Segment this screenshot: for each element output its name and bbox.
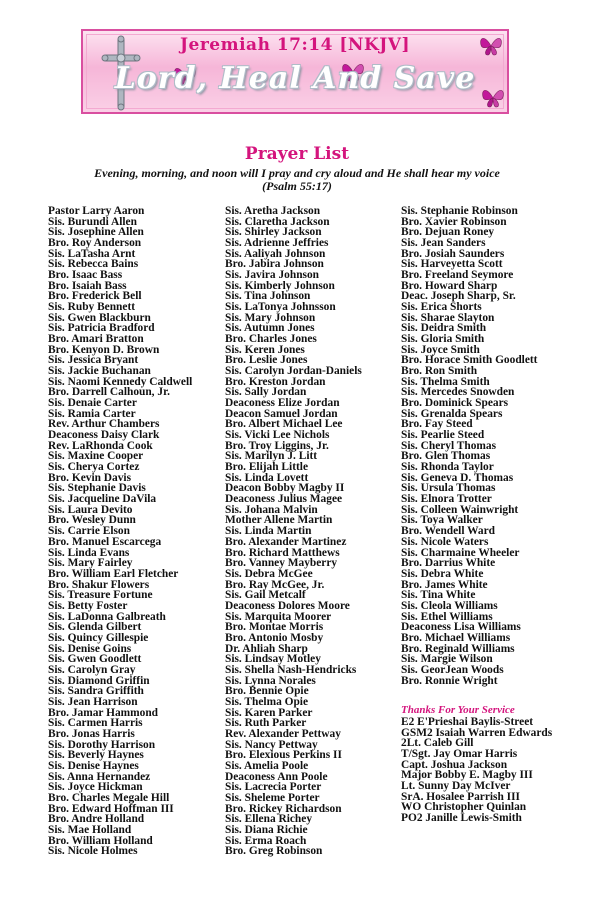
list-item: Bro. Kreston Jordan <box>225 375 326 388</box>
list-item: Sis. Jean Harrison <box>48 695 138 708</box>
list-item: Bro. Xavier Robinson <box>401 215 507 228</box>
list-item: Sis. Claretha Jackson <box>225 215 330 228</box>
list-item: Bro. Ron Smith <box>401 365 478 378</box>
list-item: Sis. Mercedes Snowden <box>401 386 515 399</box>
list-item: GSM2 Isaiah Warren Edwards <box>401 726 553 739</box>
list-item: Deac. Joseph Sharp, Sr. <box>401 290 516 303</box>
list-item: Sis. Gwen Goodlett <box>48 653 142 666</box>
list-item: Bro. William Holland <box>48 834 153 847</box>
list-item: Sis. Shirley Jackson <box>225 226 322 239</box>
list-item: Sis. Margie Wilson <box>401 653 493 666</box>
list-item: Sis. Linda Martin <box>225 525 312 538</box>
page-title: Prayer List <box>244 144 350 164</box>
list-item: Bro. Fay Steed <box>401 418 473 431</box>
list-item: Bro. Jonas Harris <box>48 727 135 740</box>
list-item: Bro. Vanney Mayberry <box>225 557 338 570</box>
list-item: Deaconess Lisa Williams <box>401 621 521 634</box>
list-item: Sis. LaTasha Arnt <box>48 247 136 260</box>
list-item: Deaconess Elize Jordan <box>225 397 340 410</box>
list-item: Sis. Adrienne Jeffries <box>225 237 329 250</box>
list-item: Bro. Frederick Bell <box>48 290 142 303</box>
list-item: Sis. Thelma Smith <box>401 375 490 388</box>
list-item: Sis. Denise Haynes <box>48 759 139 772</box>
list-item: Sis. Sandra Griffith <box>48 685 144 698</box>
list-item: Bro. Albert Michael Lee <box>225 418 343 431</box>
list-item: Sis. Elnora Trotter <box>401 493 492 506</box>
list-item: Bro. Troy Liggins, Jr. <box>225 439 329 452</box>
list-item: Sis. Dorothy Harrison <box>48 738 156 751</box>
list-item: PO2 Janille Lewis-Smith <box>401 812 522 825</box>
list-item: Bro. Glen Thomas <box>401 450 491 463</box>
list-item: Rev. Arthur Chambers <box>48 418 160 431</box>
list-item: Sis. Anna Hernandez <box>48 770 151 783</box>
list-item: Bro. Isaiah Bass <box>48 279 127 292</box>
list-item: Sis. Sheleme Porter <box>225 791 320 804</box>
list-item: Sis. Erica Shorts <box>401 301 482 314</box>
list-item: Sis. Ruby Bennett <box>48 301 136 314</box>
list-item: Sis. Carrie Elson <box>48 525 130 538</box>
list-item: Bro. James White <box>401 578 488 591</box>
list-item: Sis. Carolyn Jordan-Daniels <box>225 365 362 378</box>
verse-text: Evening, morning, and noon will I pray and cry aloud and He shall hear my voice <box>94 166 500 180</box>
list-item: Sis. Lindsay Motley <box>225 653 321 666</box>
header-banner <box>81 29 509 114</box>
list-item: Sis. Rebecca Bains <box>48 258 139 271</box>
list-item: Bro. Josiah Saunders <box>401 247 505 260</box>
list-item: Sis. Treasure Fortune <box>48 589 153 602</box>
list-item: Sis. Sharae Slayton <box>401 311 495 324</box>
list-item: Sis. Grenalda Spears <box>401 407 503 420</box>
banner-motto: Lord, Heal And Save <box>114 61 476 96</box>
list-item: Sis. Jacqueline DaVila <box>48 493 157 506</box>
list-item: Sis. Cherya Cortez <box>48 461 140 474</box>
list-item: Sis. Pearlie Steed <box>401 429 485 442</box>
list-item: Bro. Ray McGee, Jr. <box>225 578 325 591</box>
list-item: Sis. Debra White <box>401 567 484 580</box>
list-item: Sis. Joyce Hickman <box>48 781 143 794</box>
list-item: Sis. Josephine Allen <box>48 226 144 239</box>
list-item: Bro. Kenyon D. Brown <box>48 343 160 356</box>
list-item: Sis. Shella Nash-Hendricks <box>225 663 357 676</box>
list-item: Sis. Thelma Opie <box>225 695 309 708</box>
list-item: Sis. Cleola Williams <box>401 599 498 612</box>
list-item: Rev. Alexander Pettway <box>225 727 341 740</box>
list-item: Sis. Marquita Moorer <box>225 610 332 623</box>
list-item: Deaconess Ann Poole <box>225 770 328 783</box>
list-item: Sis. Keren Jones <box>225 343 305 356</box>
list-item: Rev. LaRhonda Cook <box>48 439 153 452</box>
list-item: Deaconess Daisy Clark <box>48 429 160 442</box>
list-item: Sis. Geneva D. Thomas <box>401 471 514 484</box>
list-item: Sis. Debra McGee <box>225 567 313 580</box>
list-item: Capt. Joshua Jackson <box>401 758 508 771</box>
list-item: Sis. Burundi Allen <box>48 215 137 228</box>
list-item: Bro. Roy Anderson <box>48 237 142 250</box>
list-item: Deacon Samuel Jordan <box>225 407 338 420</box>
list-item: Sis. Jackie Buchanan <box>48 365 151 378</box>
list-item: Sis. Patricia Bradford <box>48 322 155 335</box>
list-item: Bro. William Earl Fletcher <box>48 567 179 580</box>
list-item: Bro. Edward Hoffman III <box>48 802 174 815</box>
list-item: Sis. Glenda Gilbert <box>48 621 142 634</box>
list-item: Sis. Gwen Blackburn <box>48 311 151 324</box>
list-item: Sis. Gail Metcalf <box>225 589 306 602</box>
list-item: Sis. Sally Jordan <box>225 386 307 399</box>
list-item: Bro. Jabira Johnson <box>225 258 324 271</box>
list-item: Sis. Colleen Wainwright <box>401 503 519 516</box>
list-item: WO Christopher Quinlan <box>401 801 527 814</box>
list-item: Sis. Denise Goins <box>48 642 132 655</box>
list-item: Sis. Quincy Gillespie <box>48 631 149 644</box>
list-item: Bro. Greg Robinson <box>225 845 323 858</box>
names-column-3 <box>401 206 537 686</box>
list-item: Sis. Johana Malvin <box>225 503 318 516</box>
list-item: Sis. Carolyn Gray <box>48 663 136 676</box>
names-column-2 <box>225 206 362 857</box>
names-column-1 <box>48 206 192 857</box>
list-item: Bro. Leslie Jones <box>225 354 308 367</box>
list-item: Sis. Cheryl Thomas <box>401 439 497 452</box>
list-item: Sis. Laura Devito <box>48 503 133 516</box>
list-item: Sis. Gloria Smith <box>401 333 485 346</box>
list-item: Sis. Rhonda Taylor <box>401 461 494 474</box>
list-item: Sis. Javira Johnson <box>225 269 320 282</box>
list-item: Major Bobby E. Magby III <box>401 769 533 782</box>
list-item: Bro. Antonio Mosby <box>225 631 324 644</box>
list-item: Sis. Beverly Haynes <box>48 749 144 762</box>
list-item: Sis. Amelia Poole <box>225 759 309 772</box>
list-item: Sis. LaTonya Johnsson <box>225 301 336 314</box>
list-item: Sis. LaDonna Galbreath <box>48 610 166 623</box>
list-item: Bro. Wendell Ward <box>401 525 495 538</box>
list-item: Lt. Sunny Day McIver <box>401 780 511 793</box>
list-item: Bro. Shakur Flowers <box>48 578 150 591</box>
list-item: Sis. Nicole Holmes <box>48 845 138 858</box>
list-item: Sis. Joyce Smith <box>401 343 480 356</box>
list-item: Bro. Reginald Williams <box>401 642 515 655</box>
list-item: Bro. Amari Bratton <box>48 333 144 346</box>
scripture-reference: Jeremiah 17:14 [NKJV] <box>179 35 410 55</box>
list-item: Sis. Linda Lovett <box>225 471 309 484</box>
list-item: Sis. Marilyn J. Litt <box>225 450 318 463</box>
list-item: Sis. Ethel Williams <box>401 610 493 623</box>
list-item: Bro. Alexander Martinez <box>225 535 347 548</box>
list-item: Sis. Jessica Bryant <box>48 354 139 367</box>
list-item: Sis. Vicki Lee Nichols <box>225 429 330 442</box>
list-item: Bro. Elijah Little <box>225 461 309 474</box>
list-item: SrA. Hosalee Parrish III <box>401 790 520 803</box>
list-item: Sis. Ursula Thomas <box>401 482 496 495</box>
list-item: Bro. Darrell Calhoun, Jr. <box>48 386 170 399</box>
list-item: Mother Allene Martin <box>225 514 333 527</box>
list-item: Sis. Aaliyah Johnson <box>225 247 326 260</box>
list-item: Sis. Mary Johnson <box>225 311 316 324</box>
list-item: Bro. Montae Morris <box>225 621 324 634</box>
list-item: Sis. Aretha Jackson <box>225 205 321 217</box>
list-item: Bro. Isaac Bass <box>48 269 123 282</box>
list-item: Bro. Dejuan Roney <box>401 226 495 239</box>
list-item: Sis. Autumn Jones <box>225 322 315 335</box>
list-item: Sis. Jean Sanders <box>401 237 486 250</box>
list-item: Dr. Ahliah Sharp <box>225 642 308 655</box>
service-section-title: Thanks For Your Service <box>401 704 515 716</box>
list-item: Bro. Kevin Davis <box>48 471 132 484</box>
list-item: Bro. Andre Holland <box>48 813 145 826</box>
list-item: T/Sgt. Jay Omar Harris <box>401 748 518 761</box>
list-item: Sis. Linda Evans <box>48 546 130 559</box>
list-item: Sis. Stephanie Davis <box>48 482 146 495</box>
list-item: Sis. Ruth Parker <box>225 717 307 730</box>
service-names-list <box>401 717 552 824</box>
list-item: Sis. Charmaine Wheeler <box>401 546 520 559</box>
list-item: Bro. Horace Smith Goodlett <box>401 354 538 367</box>
list-item: Bro. Elexious Perkins II <box>225 749 342 762</box>
list-item: Sis. Naomi Kennedy Caldwell <box>48 375 193 388</box>
list-item: E2 E'Prieshai Baylis-Street <box>401 716 534 728</box>
list-item: Sis. Lacrecia Porter <box>225 781 322 794</box>
list-item: Sis. Nicole Waters <box>401 535 489 548</box>
list-item: Sis. GeorJean Woods <box>401 663 504 676</box>
list-item: Sis. Erma Roach <box>225 834 307 847</box>
list-item: Bro. Jamar Hammond <box>48 706 159 719</box>
list-item: Bro. Wesley Dunn <box>48 514 136 527</box>
verse-citation: (Psalm 55:17) <box>262 179 332 193</box>
list-item: Sis. Toya Walker <box>401 514 483 527</box>
list-item: Deaconess Julius Magee <box>225 493 343 506</box>
list-item: Sis. Denaie Carter <box>48 397 137 410</box>
list-item: Sis. Harveyetta Scott <box>401 258 503 271</box>
list-item: Bro. Dominick Spears <box>401 397 509 410</box>
list-item: Sis. Carmen Harris <box>48 717 143 730</box>
list-item: Bro. Rickey Richardson <box>225 802 342 815</box>
list-item: Bro. Ronnie Wright <box>401 674 498 687</box>
list-item: Sis. Diana Richie <box>225 823 308 836</box>
list-item: Bro. Bennie Opie <box>225 685 309 698</box>
list-item: Sis. Mae Holland <box>48 823 132 836</box>
list-item: Bro. Charles Megale Hill <box>48 791 170 804</box>
list-item: Pastor Larry Aaron <box>48 205 145 217</box>
list-item: Bro. Howard Sharp <box>401 279 498 292</box>
list-item: Sis. Nancy Pettway <box>225 738 318 751</box>
list-item: Sis. Karen Parker <box>225 706 313 719</box>
list-item: 2Lt. Caleb Gill <box>401 737 474 750</box>
list-item: Sis. Tina White <box>401 589 476 602</box>
list-item: Sis. Mary Fairley <box>48 557 133 570</box>
list-item: Sis. Lynna Norales <box>225 674 316 687</box>
list-item: Sis. Tina Johnson <box>225 290 311 303</box>
list-item: Sis. Deidra Smith <box>401 322 487 335</box>
list-item: Bro. Charles Jones <box>225 333 317 346</box>
list-item: Sis. Kimberly Johnson <box>225 279 335 292</box>
list-item: Bro. Freeland Seymore <box>401 269 514 282</box>
list-item: Sis. Ellena Richey <box>225 813 313 826</box>
list-item: Bro. Richard Matthews <box>225 546 340 559</box>
list-item: Sis. Stephanie Robinson <box>401 205 518 217</box>
list-item: Bro. Manuel Escarcega <box>48 535 162 548</box>
list-item: Bro. Michael Williams <box>401 631 511 644</box>
list-item: Sis. Betty Foster <box>48 599 128 612</box>
list-item: Deacon Bobby Magby II <box>225 482 345 495</box>
list-item: Bro. Darrius White <box>401 557 496 570</box>
list-item: Sis. Ramia Carter <box>48 407 136 420</box>
list-item: Deaconess Dolores Moore <box>225 599 350 612</box>
list-item: Sis. Maxine Cooper <box>48 450 144 463</box>
list-item: Sis. Diamond Griffin <box>48 674 150 687</box>
